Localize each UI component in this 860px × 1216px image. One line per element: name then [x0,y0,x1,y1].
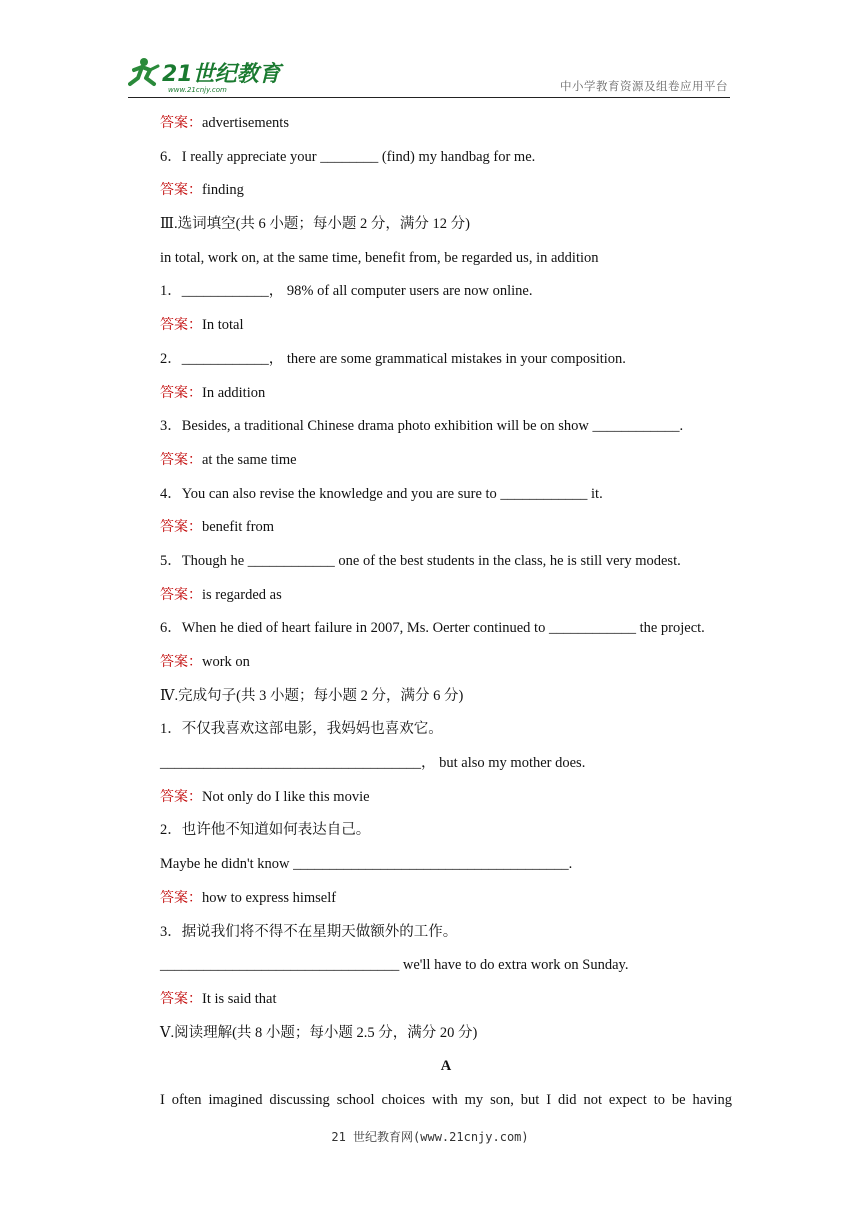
answer-line [160,380,732,414]
answer-line [160,885,732,919]
answer-line [160,649,732,683]
question-line: 2．____________， there are some grammatical mistakes in your composition. [160,350,626,367]
answer-label: 答案： [160,182,202,199]
document-body [160,110,732,1121]
answer-line [160,447,732,481]
answer-label: 答案： [160,519,202,536]
answer-text: how to express himself [202,889,337,906]
answer-text: work on [202,654,250,670]
answer-label: 答案： [160,889,202,906]
answer-text: Not only do I like this movie [202,788,370,805]
answer-label: 答案： [160,788,202,805]
runner-logo-icon [128,54,288,94]
question-line: 1．不仅我喜欢这部电影，我妈妈也喜欢它。 [160,721,443,738]
question-line: ____________________________________， but also my mother does. [160,755,586,772]
question-line: 3．Besides, a traditional Chinese drama photo exhibition will be on show ____________. [160,418,684,435]
answer-text: In total [202,317,244,334]
answer-text: is regarded as [202,586,282,603]
question-line: Ⅲ.选词填空(共 6 小题；每小题 2 分，满分 12 分) [160,216,471,233]
question-line: Ⅳ.完成句子(共 3 小题；每小题 2 分，满分 6 分) [160,687,464,704]
question-line: _________________________________ we'll have to do extra work on Sunday. [160,957,629,974]
question-line: 3．据说我们将不得不在星期天做额外的工作。 [160,923,458,940]
answer-line [160,986,732,1020]
answer-line [160,514,732,548]
answer-label: 答案： [160,115,202,131]
answer-label: 答案： [160,654,202,670]
page-footer: 21 世纪教育网(www.21cnjy.com) [331,1130,529,1144]
question-line: 2．也许他不知道如何表达自己。 [160,822,371,839]
svg-text:www.21cnjy.com: www.21cnjy.com [168,86,227,94]
svg-text:21世纪教育: 21世纪教育 [162,62,281,87]
answer-text: benefit from [202,519,275,536]
answer-label: 答案： [160,990,202,1007]
answer-label: 答案： [160,586,202,603]
answer-label: 答案： [160,384,202,401]
answer-text: In addition [202,384,266,401]
answer-text: at the same time [202,451,297,468]
question-line: 6．I really appreciate your ________ (find) my handbag for me. [160,148,536,165]
answer-text: It is said that [202,990,277,1007]
answer-line [160,784,732,818]
answer-text: finding [202,182,244,199]
question-line: 5．Though he ____________ one of the best students in the class, he is still very modest. [160,552,681,569]
question-line: Ⅴ.阅读理解(共 8 小题；每小题 2.5 分，满分 20 分) [160,1024,478,1041]
answer-text: advertisements [202,115,289,131]
passage-paragraph: I often imagined discussing school choices with my son, but I did not expect to be having [160,1091,732,1108]
answer-line [160,312,732,346]
answer-label: 答案： [160,317,202,334]
answer-line [160,177,732,211]
question-line: 6．When he died of heart failure in 2007, Ms. Oerter continued to ____________ the project. [160,620,705,637]
platform-tagline: 中小学教育资源及组卷应用平台 [560,79,728,93]
question-line: in total, work on, at the same time, benefit from, be regarded us, in addition [160,249,599,266]
passage-title: A [440,1058,452,1075]
answer-line [160,582,732,616]
question-line: 1．____________， 98% of all computer users are now online. [160,283,533,300]
page-header [128,52,730,98]
question-line: 4．You can also revise the knowledge and you are sure to ____________ it. [160,485,603,502]
site-logo [128,54,288,94]
answer-line [160,110,732,144]
question-line: Maybe he didn't know ______________________________________. [160,856,573,873]
answer-label: 答案： [160,451,202,468]
